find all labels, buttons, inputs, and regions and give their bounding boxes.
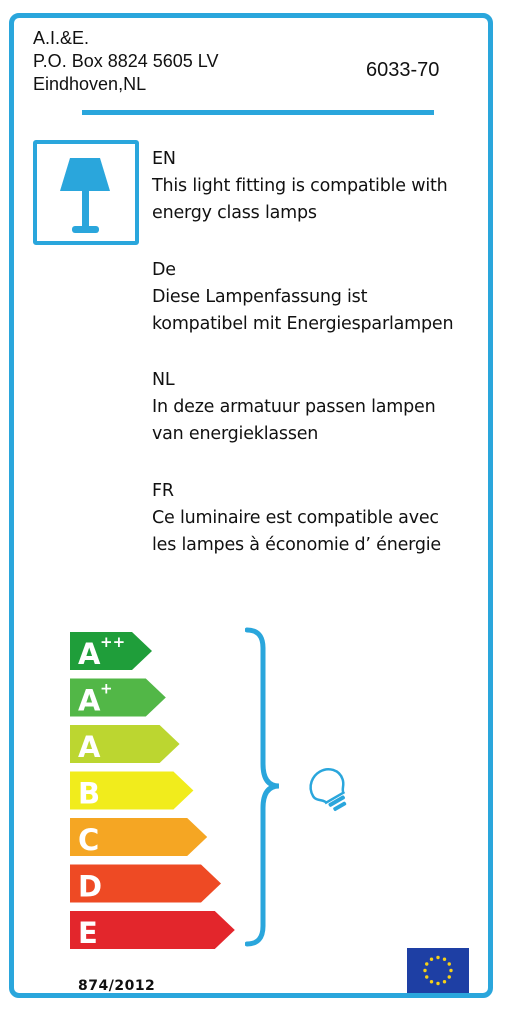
lang-text-line: In deze armatuur passen lampen (152, 397, 436, 417)
energy-class-letter: A (78, 730, 101, 764)
lang-text-line: energy class lamps (152, 203, 317, 223)
address-line-3: Eindhoven,NL (33, 74, 147, 94)
energy-class-letter: D (78, 869, 103, 904)
eu-star (430, 958, 433, 961)
table-lamp-icon (37, 144, 135, 241)
eu-star (430, 980, 433, 983)
eu-star (425, 975, 428, 978)
energy-class-scale (70, 626, 245, 951)
energy-class-letter: A (78, 683, 101, 718)
energy-class-4 (70, 772, 193, 811)
eu-star (436, 982, 439, 985)
energy-class-6 (70, 865, 221, 904)
energy-class-letter: A (78, 637, 101, 671)
eu-star (448, 962, 451, 965)
eu-flag-icon (407, 948, 469, 993)
eu-star (443, 958, 446, 961)
energy-class-1 (70, 632, 152, 671)
lang-text-line: kompatibel mit Energiesparlampen (152, 314, 454, 334)
lang-text-line: van energieklassen (152, 424, 319, 444)
energy-class-superscript: + (100, 679, 113, 698)
eu-star (448, 975, 451, 978)
product-code: 6033-70 (366, 59, 440, 81)
energy-class-letter: B (78, 776, 101, 811)
range-brace (245, 626, 285, 951)
lang-block-nl (152, 367, 435, 448)
eu-star (436, 956, 439, 959)
eu-star (425, 962, 428, 965)
lang-text-line: Ce luminaire est compatible avec (152, 508, 439, 528)
energy-class-letter: E (78, 916, 98, 950)
lang-code: NL (152, 370, 175, 390)
eu-flag-field (407, 948, 469, 993)
lang-code: De (152, 260, 176, 280)
lang-text-line: les lampes à économie d’ énergie (152, 535, 441, 555)
energy-class-7 (70, 911, 235, 950)
lang-text-line: Diese Lampenfassung ist (152, 287, 368, 307)
lang-code: FR (152, 481, 174, 501)
energy-class-2 (70, 679, 166, 718)
lang-block-en (152, 146, 448, 227)
address-line-2: P.O. Box 8824 5605 LV (33, 51, 219, 71)
energy-class-superscript: ++ (100, 633, 126, 651)
eu-star (423, 969, 426, 972)
eu-star (449, 969, 452, 972)
energy-class-letter: C (78, 823, 100, 857)
eu-star (443, 980, 446, 983)
lang-text-line: This light fitting is compatible with (152, 176, 448, 196)
address-line-1: A.I.&E. (33, 28, 90, 48)
energy-class-5 (70, 818, 207, 857)
light-bulb-icon (300, 766, 360, 816)
regulation-number: 874/2012 (78, 978, 156, 994)
lang-block-de (152, 257, 453, 338)
lang-block-fr (152, 478, 441, 559)
lang-code: EN (152, 149, 176, 169)
manufacturer-address (33, 27, 218, 96)
lamp-icon-box (33, 140, 139, 245)
header-divider (82, 110, 434, 115)
energy-class-3 (70, 725, 180, 764)
